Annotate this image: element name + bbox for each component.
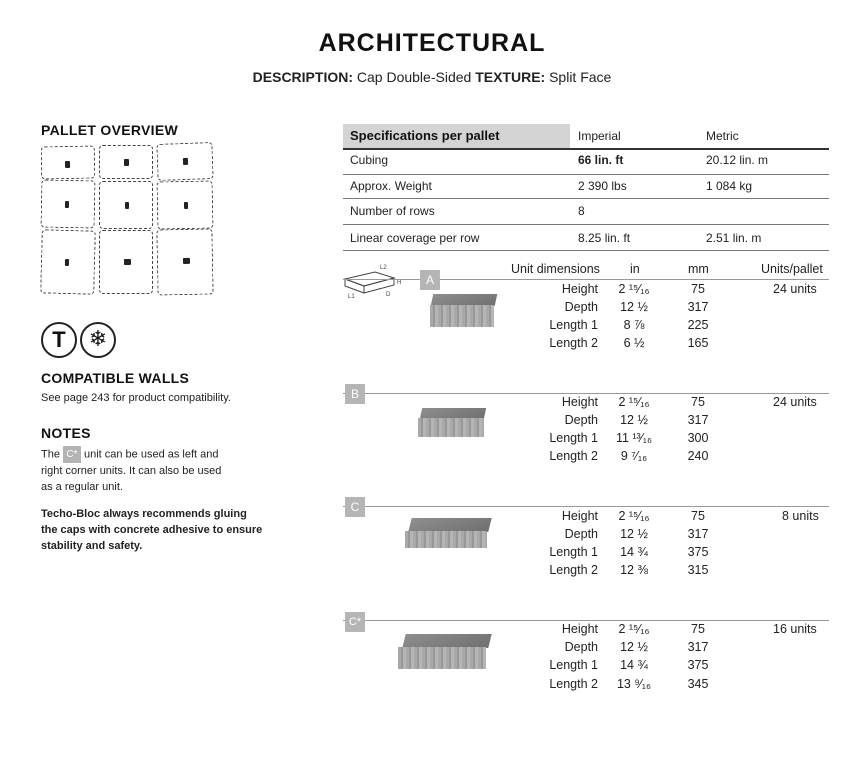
dim-name: Length 1 [549,545,598,559]
texture-value: Split Face [549,69,612,85]
spec-row-metric: 1 084 kg [706,179,753,193]
diagram-label-d: D [386,292,391,298]
diagram-label-h: H [397,280,402,286]
units-per-pallet-c-star: 16 units [773,622,817,636]
unit-chip-c-star: C* [63,446,81,463]
spec-rule [343,174,829,175]
dim-name: Length 1 [549,658,598,672]
dim-inch: 12 ½ [620,527,648,541]
dim-inch: 2 ¹⁵⁄₁₆ [618,395,650,409]
spec-row-metric: 2.51 lin. m [706,231,762,245]
dim-name: Length 2 [549,336,598,350]
notes-line: unit can be used as left and [83,448,219,461]
dim-inch: 14 ¾ [620,545,648,559]
unit-label-c-star: C* [345,612,365,632]
dim-name: Height [561,395,598,409]
pallet-cell [41,180,96,229]
pallet-overview-heading: PALLET OVERVIEW [41,122,178,138]
dim-inch: 2 ¹⁵⁄₁₆ [618,509,650,523]
spec-row-imperial: 66 lin. ft [578,153,624,167]
dim-inch: 13 ⁹⁄₁₆ [616,677,652,691]
dim-mm: 75 [691,282,705,296]
notes-warning [41,506,301,554]
dim-name: Length 2 [549,563,598,577]
dim-mm: 317 [687,300,709,314]
dim-mm: 240 [687,449,709,463]
dim-inch: 12 ½ [620,300,648,314]
units-header-per-pallet: Units/pallet [761,262,823,276]
notes-warning-line: stability and safety. [41,540,143,552]
pallet-cell [156,142,213,181]
pallet-cell [99,230,153,294]
units-header-mm: mm [688,262,709,276]
unit-rule [343,279,829,280]
dim-inch: 14 ¾ [620,658,648,672]
dim-name: Length 2 [549,449,598,463]
page-subtitle [0,69,864,85]
dimension-diagram-icon [342,262,408,302]
dim-mm: 165 [687,336,709,350]
dim-inch: 12 ⅜ [620,563,648,577]
page-title: ARCHITECTURAL [318,29,546,57]
pallet-cell [156,229,213,296]
description-label: DESCRIPTION: [252,69,353,85]
dim-name: Length 1 [549,318,598,332]
dim-inch: 11 ¹³⁄₁₆ [615,431,653,445]
unit-label-b: B [345,384,365,404]
unit-rule [343,506,829,507]
dim-mm: 345 [687,677,709,691]
units-header-in: in [630,262,640,276]
notes-line: as a regular unit. [41,481,123,493]
pallet-overview-diagram [41,143,215,297]
dim-name: Height [561,282,598,296]
dim-mm: 75 [691,395,705,409]
dim-name: Length 1 [549,431,598,445]
units-per-pallet-a: 24 units [773,282,817,296]
spec-row-imperial: 2 390 lbs [578,179,627,193]
spec-row-label: Number of rows [350,204,435,218]
spec-row-label: Approx. Weight [350,179,432,193]
snowflake-icon: ❄ [80,322,116,358]
dim-name: Height [561,509,598,523]
dim-name: Depth [564,413,598,427]
dim-mm: 375 [687,545,709,559]
spec-rule [343,224,829,225]
notes-warning-line: Techo-Bloc always recommends gluing [41,508,247,520]
compatible-walls-heading: COMPATIBLE WALLS [41,370,190,386]
dim-mm: 315 [687,563,709,577]
dim-inch: 9 ⁷⁄₁₆ [620,449,648,463]
dim-name: Height [561,622,598,636]
spec-table-heading: Specifications per pallet [343,124,570,148]
diagram-label-l2: L2 [380,265,387,271]
unit-label-c: C [345,497,365,517]
t-badge-icon: T [41,322,77,358]
spec-col-metric: Metric [706,129,739,143]
dim-mm: 317 [687,640,709,654]
spec-row-imperial: 8.25 lin. ft [578,231,631,245]
spec-rule [343,250,829,251]
pallet-cell [40,229,96,294]
pallet-cell [99,145,153,179]
unit-rule [343,620,829,621]
dim-mm: 317 [687,413,709,427]
dim-name: Depth [564,640,598,654]
dim-inch: 2 ¹⁵⁄₁₆ [618,282,650,296]
texture-label: TEXTURE: [475,69,546,85]
dim-name: Depth [564,300,598,314]
dim-mm: 225 [687,318,709,332]
notes-text [41,446,291,495]
spec-row-label: Cubing [350,153,389,167]
notes-heading: NOTES [41,425,91,441]
pallet-cell [41,146,96,180]
dim-inch: 2 ¹⁵⁄₁₆ [618,622,650,636]
spec-row-imperial: 8 [578,204,585,218]
dim-mm: 375 [687,658,709,672]
units-per-pallet-c: 8 units [782,509,819,523]
description-value: Cap Double-Sided [356,69,472,85]
notes-line: right corner units. It can also be used [41,465,222,477]
dim-mm: 317 [687,527,709,541]
dim-inch: 6 ½ [623,336,645,350]
units-header-dims: Unit dimensions [511,262,600,276]
pallet-cell [157,181,214,230]
spec-row-label: Linear coverage per row [350,231,480,245]
units-per-pallet-b: 24 units [773,395,817,409]
spec-col-imperial: Imperial [578,129,621,143]
diagram-label-l1: L1 [348,294,355,300]
unit-rule [343,393,829,394]
pallet-cell [99,181,153,229]
dim-name: Depth [564,527,598,541]
notes-warning-line: the caps with concrete adhesive to ensure [41,524,263,536]
unit-label-a: A [420,270,440,290]
compatible-walls-text: See page 243 for product compatibility. [41,392,231,404]
spec-rule [343,198,829,199]
dim-inch: 8 ⅞ [623,318,645,332]
dim-mm: 75 [691,622,705,636]
spec-row-metric: 20.12 lin. m [706,153,769,167]
dim-inch: 12 ½ [620,413,648,427]
spec-rule [343,148,829,150]
dim-mm: 300 [687,431,709,445]
dim-name: Length 2 [549,677,598,691]
dim-mm: 75 [691,509,705,523]
notes-line: The [41,448,60,461]
dim-inch: 12 ½ [620,640,648,654]
